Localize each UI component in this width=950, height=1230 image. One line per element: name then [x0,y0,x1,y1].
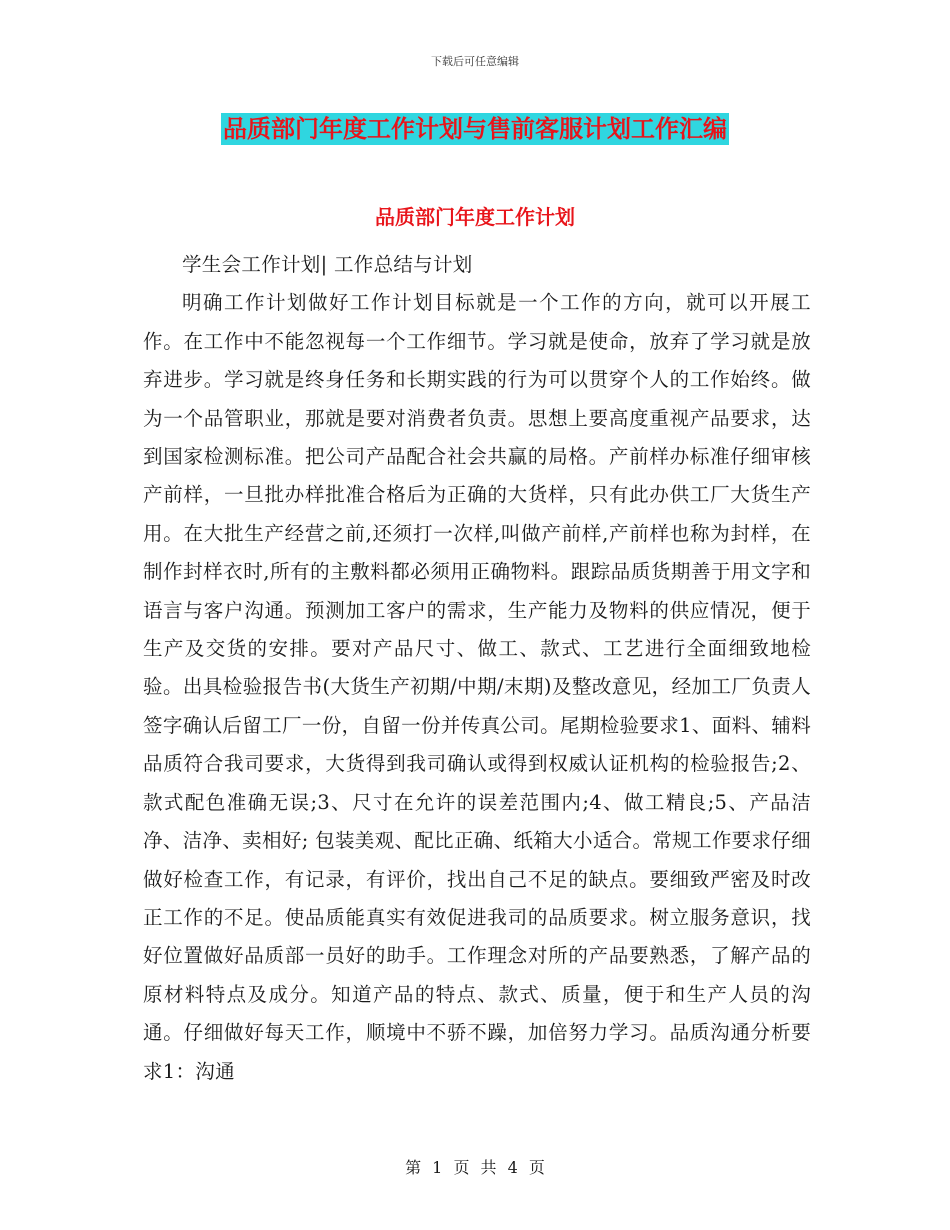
document-title-container [0,113,950,145]
document-title: 品质部门年度工作计划与售前客服计划工作汇编 [223,114,727,143]
section-title: 品质部门年度工作计划 [375,205,575,229]
document-body [143,246,811,1091]
body-paragraph: 明确工作计划做好工作计划目标就是一个工作的方向，就可以开展工作。在工作中不能忽视每一个工作细节。学习就是使命，放弃了学习就是放弃进步。学习就是终身任务和长期实践的行为可以贯穿个人的工作始终。做为一个品管职业，那就是要对消费者负责。思想上要高度重视产品要求，达到国家检测标准。把公司产品配合社会共赢的局格。产前样办标准仔细审核产前样，一旦批办样批准合格后为正确的大货样，只有此办供工厂大货生产用。在大批生产经营之前,还须打一次样,叫做产前样,产前样也称为封样，在制作封样衣时,所有的主敷料都必须用正确物料。跟踪品质货期善于用文字和语言与客户沟通。预测加工客户的需求，生产能力及物料的供应情况，便于生产及交货的安排。要对产品尺寸、做工、款式、工艺进行全面细致地检验。出具检验报告书(大货生产初期/中期/末期)及整改意见，经加工厂负责人签字确认后留工厂一份，自留一份并传真公司。尾期检验要求1、面料、辅料品质符合我司要求，大货得到我司确认或得到权威认证机构的检验报告;2、款式配色准确无误;3、尺寸在允许的误差范围内;4、做工精良;5、产品洁净、洁净、卖相好; 包装美观、配比正确、纸箱大小适合。常规工作要求仔细做好检查工作，有记录，有评价，找出自己不足的缺点。要细致严密及时改正工作的不足。使品质能真实有效促进我司的品质要求。树立服务意识，找好位置做好品质部一员好的助手。工作理念对所的产品要熟悉，了解产品的原材料特点及成分。知道产品的特点、款式、质量，便于和生产人员的沟通。仔细做好每天工作，顺境中不骄不躁，加倍努力学习。品质沟通分析要求1：沟通 [143,291,811,1083]
page-number-footer: 第 1 页 共 4 页 [405,1158,545,1177]
category-line: 学生会工作计划| 工作总结与计划 [182,253,473,276]
page-header-note: 下载后可任意编辑 [431,55,519,68]
